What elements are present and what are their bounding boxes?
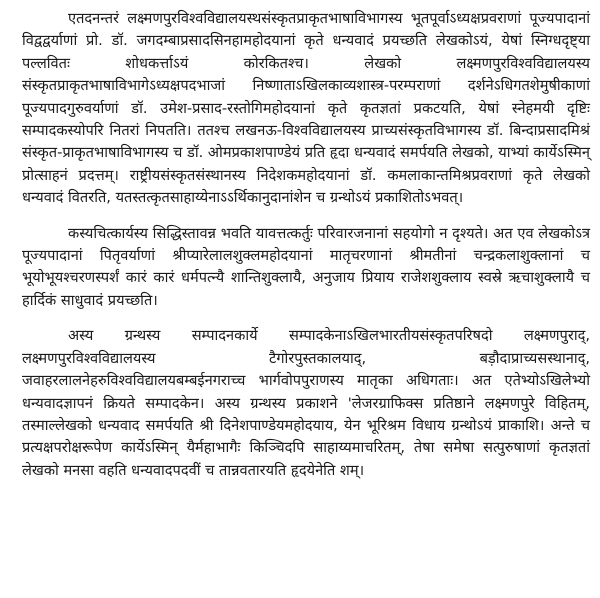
- paragraph-acknowledgement-teachers: एतदनन्तरं लक्ष्मणपुरविश्वविद्यालयस्थसंस्कृतप्राकृतभाषाविभागस्य भूतपूर्वाऽध्यक्षप्रवराणां पूज्यपादानां विद्वद्वर्याणां प्रो. डॉ. जगदम्बाप्रसादसिनहामहोदयानां कृते धन्यवादं प्रयच्छति लेखकोऽयं, येषां स्निग्धदृष्ट्या पल्लवितः शोधकर्त्ताऽयं कोरकितश्च। लेखको लक्ष्मणपुरविश्वविद्यालयस्य संस्कृतप्राकृतभाषाविभागेऽध्यक्षपदभाजां निष्णाताऽखिलकाव्यशास्त्र-परम्पराणां दर्शनेऽधिगतशेमुषीकाणां पूज्यपादगुरुवर्याणां डॉ. उमेश-प्रसाद-रस्तोगिमहोदयानां कृते कृतज्ञतां प्रकटयति, येषां स्नेहमयी दृष्टिः सम्पादकस्योपरि नितरां निपतति। ततश्च लखनऊ-विश्वविद्यालयस्य प्राच्यसंस्कृतविभागस्य डॉ. बिन्दाप्रसादमिश्रं संस्कृत-प्राकृतभाषाविभागस्य च डॉ. ओमप्रकाशपाण्डेयं प्रति हृदा धन्यवादं समर्पयति लेखको, याभ्यां कार्येऽस्मिन् प्रोत्साहनं प्रदत्तम्। राष्ट्रीयसंस्कृतसंस्थानस्य निदेशकमहोदयानां डॉ. कमलाकान्तमिश्रप्रवराणां कृते लेखको धन्यवादं वितरति, यतस्तत्कृतसाहाय्येनाऽऽर्थिकानुदानांशेन च ग्रन्थोऽयं प्रकाशितोऽभवत्।: [22, 10, 590, 207]
- paragraph-acknowledgement-family: कस्यचित्कार्यस्य सिद्धिस्तावन्न भवति यावत्तत्कर्तुः परिवारजनानां सहयोगो न दृश्यते। अत एव लेखकोऽत्र पूज्यपादानां पितृवर्याणां श्रीप्यारेलालशुक्लमहोदयानां मातृचरणानां श्रीमतीनां चन्द्रकलाशुक्लानां च भूयोभूयश्चरणस्पर्शं कारं कारं धर्मपत्न्यै शान्तिशुक्लायै, अनुजाय प्रियाय राजेशशुक्लाय स्वस्रे ऋचाशुक्लायै च हार्दिकं साधुवादं प्रयच्छति।: [22, 224, 590, 309]
- paragraph-acknowledgement-institutions: अस्य ग्रन्थस्य सम्पादनकार्ये सम्पादकेनाऽखिलभारतीयसंस्कृतपरिषदो लक्ष्मणपुराद्, लक्ष्मणपुरविश्वविद्यालयस्य टैगोरपुस्तकालयाद्, बड़ौदाप्राच्यसस्थानाद्, जवाहरलालनेहरुविश्वविद्यालयबम्बईनगराच्च भार्गवोपपुराणस्य मातृका अधिगताः। अत एतेभ्योऽखिलेभ्यो धन्यवादज्ञापनं क्रियते सम्पादकेन। अस्य ग्रन्थस्य प्रकाशने 'लेजरग्राफिक्स प्रतिष्ठाने लक्ष्मणपुरे विहितम्, तस्माल्लेखको धन्यवाद समर्पयति श्री दिनेशपाण्डेयमहोदयाय, येन भूरिश्रम विधाय ग्रन्थोऽयं प्राकाशि। अन्ते च प्रत्यक्षपरोक्षरूपेण कार्येऽस्मिन् यैर्महाभागैः किञ्चिदपि साहाय्यमाचरितम्, तेषा समेषा सत्पुरुषाणां कृतज्ञतां लेखको मनसा वहति धन्यवादपदवीं च तान्नवतारयति हृदयेनेति शम्।: [22, 327, 590, 479]
